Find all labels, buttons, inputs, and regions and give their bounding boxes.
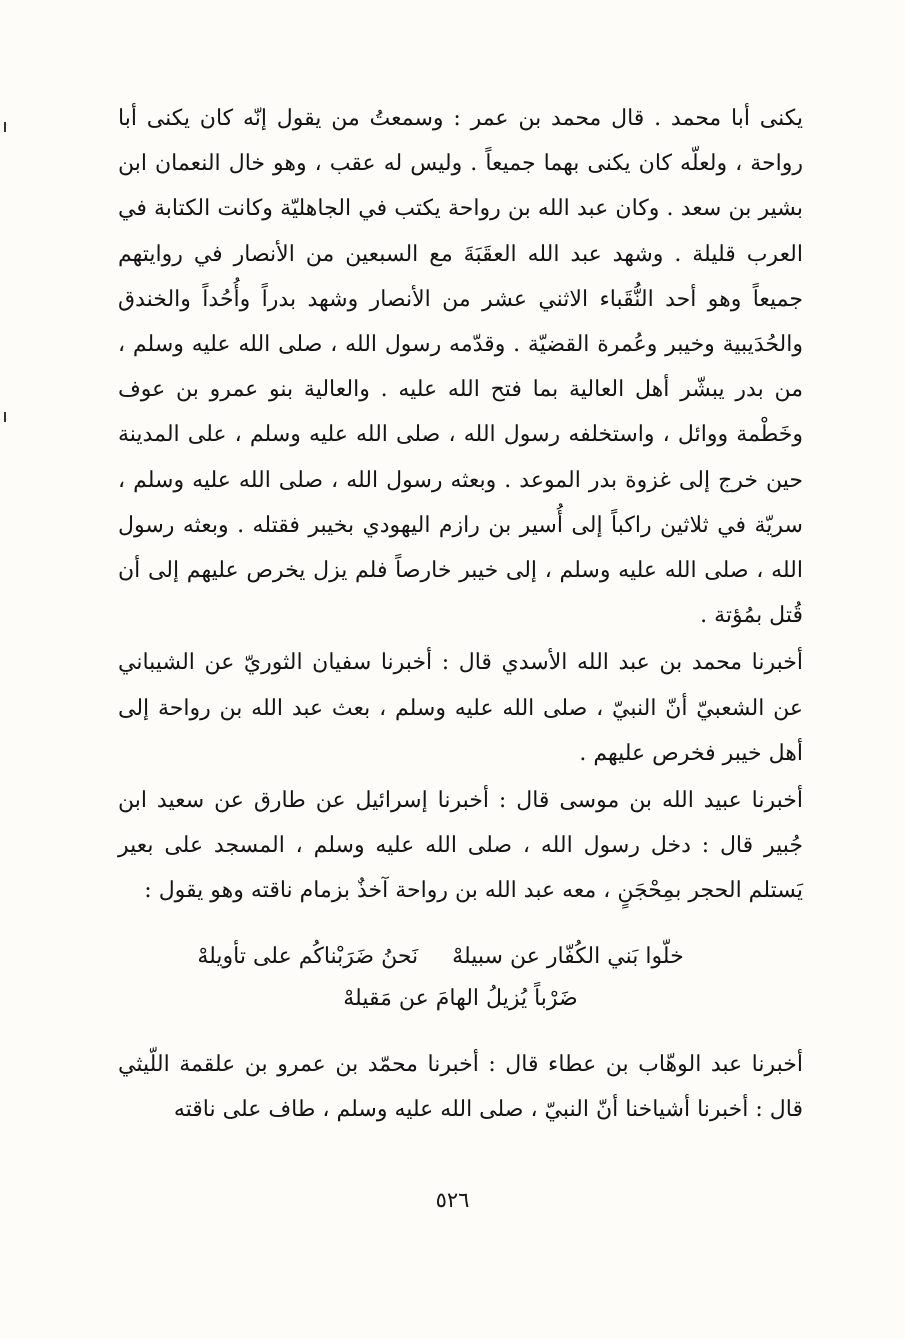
page-body [118, 96, 803, 1132]
page-number: ٥٢٦ [435, 1188, 470, 1212]
poem-hemistich-2: نَحنُ ضَرَبْناكُم على تأويلهْ [197, 943, 419, 969]
paragraph-bio: يكنى أبا محمد . قال محمد بن عمر : وسمعتُ من يقول إنّه كان يكنى أبا رواحة ، ولعلّه كان يكنى بهما جميعاً . وليس له عقب ، وهو خال النعمان ابن بشير بن سعد . وكان عبد الله بن رواحة يكتب في الجاهليّة وكانت الكتابة في العرب قليلة . وشهد عبد الله العقَبَةَ مع السبعين من الأنصار في روايتهم جميعاً وهو أحد النُّقَباء الاثني عشر من الأنصار وشهد بدراً وأُحُداً والخندق والحُدَيبية وخيبر وعُمرة القضيّة . وقدّمه رسول الله ، صلى الله عليه وسلم ، من بدر يبشّر أهل العالية بما فتح الله عليه . والعالية بنو عمرو بن عوف وخَطْمة ووائل ، واستخلفه رسول الله ، صلى الله عليه وسلم ، على المدينة حين خرج إلى غزوة بدر الموعد . وبعثه رسول الله ، صلى الله عليه وسلم ، سريّة في ثلاثين راكباً إلى أُسير بن رازم اليهودي بخيبر فقتله . وبعثه رسول الله ، صلى الله عليه وسلم ، إلى خيبر خارصاً فلم يزل يخرص عليهم إلى أن قُتل بمُؤتة . [118, 106, 803, 629]
margin-mark [4, 122, 6, 132]
paragraph-narration-1: أخبرنا محمد بن عبد الله الأسدي قال : أخبرنا سفيان الثوريّ عن الشيباني عن الشعبيّ أنّ النبيّ ، صلى الله عليه وسلم ، بعث عبد الله بن رواحة إلى أهل خيبر فخرص عليهم . [118, 650, 803, 766]
poem-line-2: ضَرْباً يُزيلُ الهامَ عن مَقيلهْ [343, 985, 578, 1011]
margin-mark [4, 412, 6, 422]
poem-line-1 [118, 936, 803, 978]
paragraph-narration-2: أخبرنا عبيد الله بن موسى قال : أخبرنا إسرائيل عن طارق عن سعيد ابن جُبير قال : دخل رسول الله ، صلى الله عليه وسلم ، المسجد على بعير يَستلم الحجر بمِحْجَنٍ ، معه عبد الله بن رواحة آخذٌ بزمام ناقته وهو يقول : [118, 788, 803, 904]
paragraph-narration-3: أخبرنا عبد الوهّاب بن عطاء قال : أخبرنا محمّد بن عمرو بن علقمة اللّيثي قال : أخبرنا أشياخنا أنّ النبيّ ، صلى الله عليه وسلم ، طاف على ناقته [118, 1051, 803, 1122]
poem-hemistich-1: خلّوا بَني الكُفّار عن سبيلهْ [452, 943, 684, 969]
poem [118, 936, 803, 1020]
